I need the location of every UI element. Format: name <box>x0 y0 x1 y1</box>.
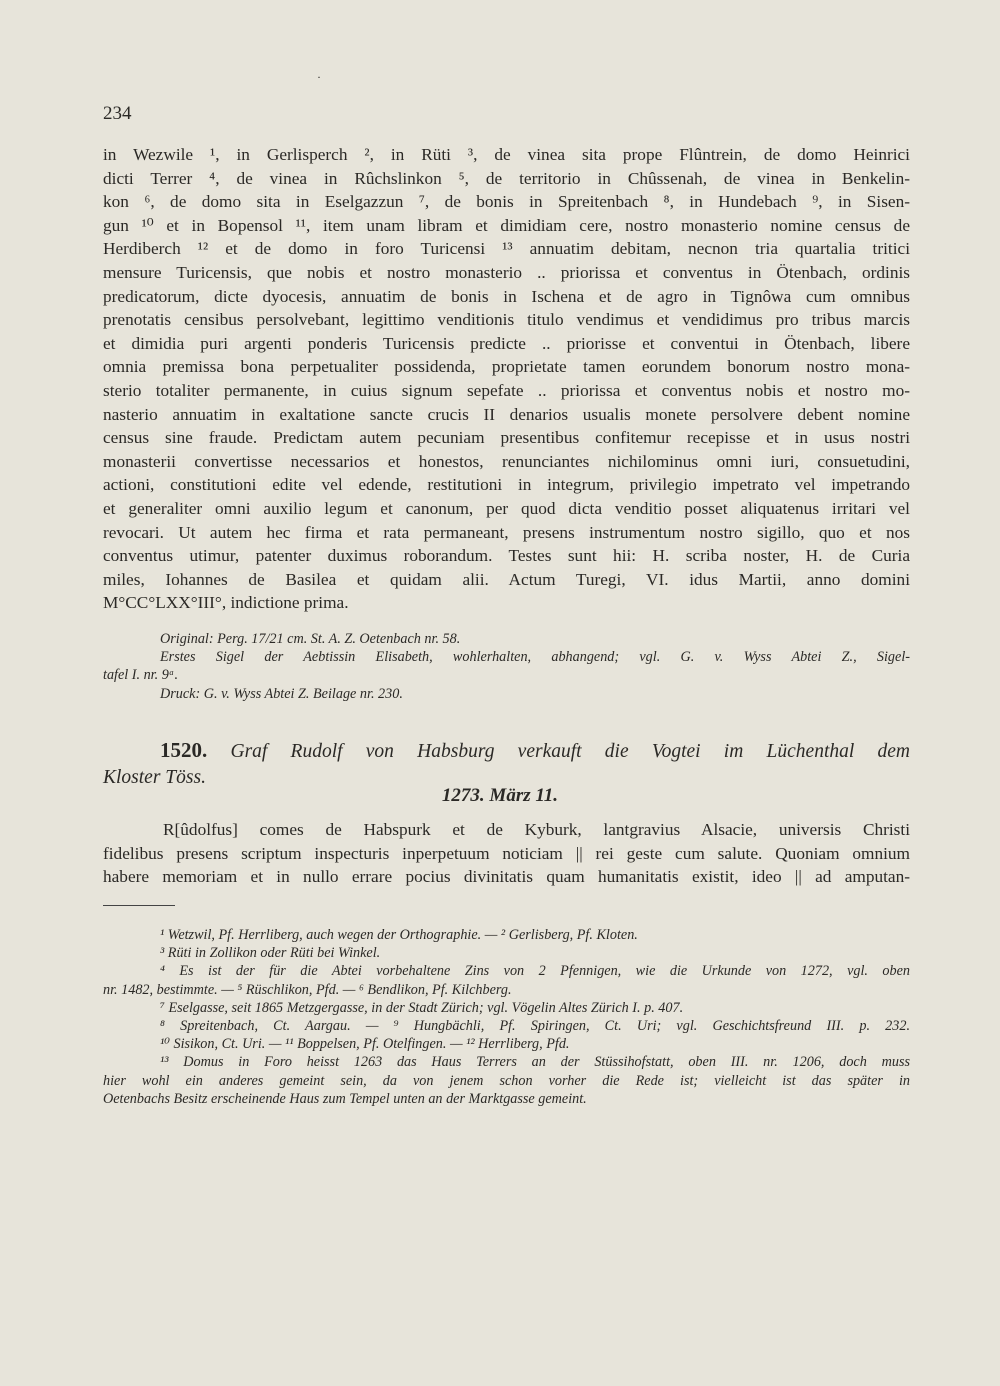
text-line: R[ûdolfus] comes de Habspurk et de Kyburk, lantgravius Alsacie, universis Christi <box>163 820 910 839</box>
text-line: predicatorum, dicte dyocesis, annuatim de bonis in Ischena et de agro in Tignôwa cum omnibus <box>103 286 910 306</box>
text-line: prenotatis censibus persolvebant, legittimo venditionis titulo vendimus et vendidimus pro tribus marcis <box>103 310 910 330</box>
document-date: 1273. März 11. <box>441 785 559 806</box>
page-number: 234 <box>103 103 132 124</box>
text-line: sterio totaliter permanente, in cuius signum sepefate .. priorissa et conventus nobis et nostro mo- <box>103 380 910 400</box>
footnote: ⁷ Eselgasse, seit 1865 Metzgergasse, in der Stadt Zürich; vgl. Vögelin Altes Zürich I. p. 407. <box>160 999 684 1016</box>
document-title-cont: Kloster Töss. <box>103 767 206 788</box>
stray-mark: · <box>317 70 321 84</box>
footnote: hier wohl ein anderes gemeint sein, da von jenem schon vorher die Rede ist; vielleicht ist das später in <box>103 1072 910 1089</box>
text-line: nasterio annuatim in exaltatione sancte crucis II denarios usualis monete persolvere debent nomine <box>103 404 910 424</box>
text-line: in Wezwile ¹, in Gerlisperch ², in Rüti ³, de vinea sita prope Flûntrein, de domo Heinrici <box>103 145 910 164</box>
text-line: dicti Terrer ⁴, de vinea in Rûchslinkon ⁵, de territorio in Chûssenah, de vinea in Benkelin- <box>103 168 910 188</box>
footnote: ¹³ Domus in Foro heisst 1263 das Haus Terrers an der Stüssihofstatt, oben III. nr. 1206, doch muss <box>160 1054 910 1071</box>
document-heading <box>103 736 910 792</box>
heading-line <box>103 736 910 764</box>
text-line: Herdiberch ¹² et de domo in foro Turicensi ¹³ annuatim debitam, necnon tria quartalia tritici <box>103 239 910 259</box>
text-line: census sine fraude. Predictam autem pecuniam presentibus confitemur recepisse et in usus nostri <box>103 428 910 448</box>
document-title: Graf Rudolf von Habsburg verkauft die Vogtei im Lüchenthal dem <box>230 741 910 762</box>
footnote: ⁸ Spreitenbach, Ct. Aargau. — ⁹ Hungbächli, Pf. Spiringen, Ct. Uri; vgl. Geschichtsfreund III. p. 232. <box>160 1017 910 1034</box>
main-text <box>103 143 910 615</box>
text-line: et generaliter omni auxilio legum et canonum, per quod dicta venditio posset aliquatenus irritari vel <box>103 498 910 518</box>
text-line: fidelibus presens scriptum inspecturis inperpetuum noticiam || rei geste cum salute. Quoniam omnium <box>103 843 910 863</box>
document-number: 1520. <box>160 738 208 762</box>
text-line: conventus utimur, patenter duximus roborandum. Testes sunt hii: H. scriba noster, H. de Curia <box>103 546 910 566</box>
footnotes <box>103 926 910 1108</box>
text-line: et dimidia puri argenti ponderis Turicensis predicte .. priorisse et conventui in Ötenbach, libere <box>103 333 910 353</box>
text-line: actioni, constitutioni edite vel edende, restitutioni in integrum, privilegio impetrato vel impetrando <box>103 475 910 495</box>
text-line: miles, Iohannes de Basilea et quidam alii. Actum Turegi, VI. idus Martii, anno domini <box>103 569 910 589</box>
footnote-divider <box>103 905 175 906</box>
text-line: M°CC°LXX°III°, indictione prima. <box>103 593 349 613</box>
source-notes <box>103 630 910 703</box>
source-note: Original: Perg. 17/21 cm. St. A. Z. Oetenbach nr. 58. <box>160 631 461 647</box>
text-line: habere memoriam et in nullo errare pocius divinitatis quam humanitatis existit, ideo || ad amputan- <box>103 867 910 887</box>
footnote: nr. 1482, bestimmte. — ⁵ Rüschlikon, Pfd. — ⁶ Bendlikon, Pf. Kilchberg. <box>103 981 512 998</box>
source-note: Erstes Sigel der Aebtissin Elisabeth, wohlerhalten, abhangend; vgl. G. v. Wyss Abtei Z., Sigel- <box>160 649 910 666</box>
footnote: ⁴ Es ist der für die Abtei vorbehaltene Zins von 2 Pfennigen, wie die Urkunde von 1272, vgl. oben <box>160 963 910 980</box>
footnote: Oetenbachs Besitz erscheinende Haus zum Tempel unten an der Marktgasse gemeint. <box>103 1090 587 1107</box>
footnote: ¹⁰ Sisikon, Ct. Uri. — ¹¹ Boppelsen, Pf. Otelfingen. — ¹² Herrliberg, Pfd. <box>160 1036 570 1053</box>
source-note: Druck: G. v. Wyss Abtei Z. Beilage nr. 230. <box>160 685 403 702</box>
footnote: ¹ Wetzwil, Pf. Herrliberg, auch wegen der Orthographie. — ² Gerlisberg, Pf. Kloten. <box>160 927 638 943</box>
text-line: kon ⁶, de domo sita in Eselgazzun ⁷, de bonis in Spreitenbach ⁸, in Hundebach ⁹, in Sisen- <box>103 192 910 212</box>
text-line: revocari. Ut autem hec firma et rata permaneant, presens instrumentum nostro sigillo, quo et nos <box>103 522 910 542</box>
text-line: mensure Turicensis, que nobis et nostro monasterio .. priorissa et conventus in Ötenbach, ordinis <box>103 262 910 282</box>
text-line: gun ¹⁰ et in Bopensol ¹¹, item unam libram et dimidiam cere, nostro monasterio nomine census de <box>103 215 910 235</box>
text-line: monasterii convertisse necessarios et honestos, renunciantes nichilominus omni iuri, consuetudini, <box>103 451 910 471</box>
document-text <box>103 818 910 889</box>
text-line: omnia premissa bona perpetualiter possidenda, proprietate tamen eorundem bonorum nostro mona- <box>103 357 910 377</box>
source-note: tafel I. nr. 9ᵃ. <box>103 667 179 684</box>
footnote: ³ Rüti in Zollikon oder Rüti bei Winkel. <box>160 945 381 962</box>
